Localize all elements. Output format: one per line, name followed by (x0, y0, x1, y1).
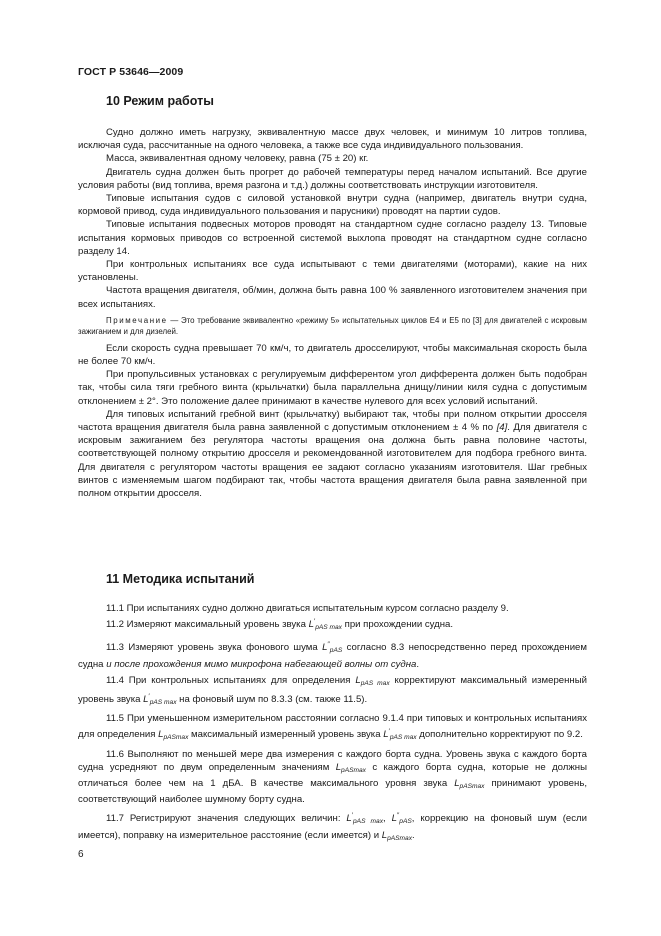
symbol: L (391, 813, 397, 825)
symbol: L (355, 674, 361, 686)
text-run: принимают уровень, соответствующий наиболее шумному борту судна. (78, 778, 587, 806)
reference-link[interactable]: [4] (496, 422, 508, 434)
text-run: Для типовых испытаний гребной винт (крыльчатку) выбирают так, чтобы при полном открытии дросселя частота вращения двигателя была равна заявленной с допустимым отклонением ± 4 % по (78, 408, 587, 434)
paragraph (78, 408, 587, 500)
paragraph: Частота вращения двигателя, об/мин, должна быть равна 100 % заявленного изготовителем значения при всех испытаниях. (78, 285, 587, 310)
symbol-prime: ′ (351, 812, 354, 820)
paragraph: Двигатель судна должен быть прогрет до рабочей температуры перед началом испытаний. Все другие условия работы (вид топлива, время разгона и т.д.) должны соответствовать инструкции изготовителя. (78, 166, 587, 191)
paragraph (78, 638, 587, 670)
text-run: с каждого борта судна, которые не должны отличаться более чем на 1 дБА. В качестве максимального уровня звука (78, 761, 587, 790)
symbol-prime: ′ (148, 693, 150, 701)
text-run: при прохождении судна. (341, 619, 454, 631)
symbol-subscript: pAS max (389, 734, 417, 742)
symbol-prime: ″ (396, 812, 400, 820)
text-run: . (416, 658, 419, 670)
symbol-subscript: pAS max (315, 624, 342, 632)
paragraph: При контрольных испытаниях все суда испытывают с теми двигателями (моторами), какие на них установлены. (78, 259, 587, 284)
symbol: L (143, 694, 149, 706)
text-run: . Для двигателя с искровым зажиганием без регулятора частоты вращения она должна быть равна половине частоты, соответствующей полному открытию дросселя и рекомендованной изготовителем для подбора гребного винта. Для двигателя с регулятором частоты вращения ее задают согласно указаниям изготовителя. Шаг гребных винтов с изменяемым шагом подбирают так, чтобы частота вращения двигателя была равна заявленной при полном открытии дросселя. (78, 422, 588, 500)
symbol: L (454, 778, 460, 790)
note (78, 315, 587, 338)
symbol: L (381, 829, 388, 841)
text-run: 11.4 При контрольных испытаниях для определения (106, 674, 356, 686)
symbol: L (335, 761, 342, 773)
paragraph: 11.1 При испытаниях судно должно двигаться испытательным курсом согласно разделу 9. (106, 603, 509, 614)
text-run: корректируют максимальный измеренный уровень звука (78, 674, 587, 706)
text-run: и после прохождения мимо микрофона набегающей волны от судна (106, 658, 417, 670)
symbol-prime: ″ (327, 641, 330, 649)
paragraph (78, 674, 587, 709)
symbol-subscript: pAS (399, 818, 412, 826)
text-run: 11.7 Регистрируют значения следующих величин: (106, 813, 347, 825)
symbol-subscript: pAS max (360, 679, 390, 687)
text-run: 11.5 При уменьшенном измерительном расстоянии согласно 9.1.4 при типовых и контрольных испытаниях для определения (78, 713, 587, 741)
symbol: L (322, 642, 328, 654)
paragraph: Если скорость судна превышает 70 км/ч, то двигатель дросселируют, чтобы максимальная скорость была не более 70 км/ч. (78, 342, 587, 368)
section-10 (78, 94, 587, 108)
symbol-prime: ′ (388, 728, 390, 736)
symbol-subscript: pASmax (163, 734, 189, 742)
section-title: 10 Режим работы (106, 94, 214, 108)
symbol-subscript: pASmax (387, 834, 413, 842)
section-11 (78, 572, 587, 586)
symbol-subscript: pAS (329, 647, 343, 655)
symbol: L (308, 619, 314, 631)
note-label: Примечание (106, 315, 168, 325)
symbol-subscript: pASmax (459, 783, 485, 791)
symbol: L (158, 729, 164, 741)
symbol-subscript: pASmax (341, 766, 366, 774)
symbol: L (346, 813, 352, 825)
paragraph: Типовые испытания подвесных моторов проводят на стандартном судне согласно разделу 13. Типовые испытания кормовых приводов со встроенной системой выхлопа проводят на стандартном судне согласно разделу 14. (78, 219, 587, 257)
section-11-body (78, 602, 587, 845)
paragraph (78, 615, 587, 634)
symbol-subscript: pAS max (353, 818, 384, 826)
document-header: ГОСТ Р 53646—2009 (78, 66, 184, 78)
text-run: на фоновый шум по 8.3.3 (см. также 11.5). (176, 694, 368, 706)
text-run: . (412, 829, 415, 841)
symbol-subscript: pAS max (149, 699, 177, 707)
note-text: — Это требование эквивалентно «режиму 5» испытательных циклов Е4 и Е5 по [3] для двигателей с искровым зажиганием и для дизелей. (78, 315, 587, 337)
paragraph (78, 712, 587, 744)
page-number: 6 (78, 849, 84, 860)
section-10-body (78, 126, 587, 500)
symbol-prime: ′ (313, 618, 316, 626)
text-run: 11.2 Измеряют максимальный уровень звука (106, 619, 309, 631)
symbol: L (383, 729, 389, 741)
text-run: дополнительно корректируют по 9.2. (416, 729, 583, 741)
paragraph: При пропульсивных установках с регулируемым дифферентом угол дифферента должен быть подобран так, чтобы сила тяги гребного винта (крыльчатки) была параллельна днищу/линии киля судна с допустимым отклонением ± 2°. Это положение далее принимают в качестве нулевого для всех условий испытаний. (78, 369, 587, 407)
paragraph (78, 748, 587, 807)
text-run: 11.6 Выполняют по меньшей мере два измерения с каждого борта судна. Уровень звука с каждого борта судна усредняют по двум определенным значениям (78, 748, 587, 773)
text-run: максимальный измеренный уровень звука (188, 729, 384, 741)
paragraph (78, 809, 587, 844)
paragraph: Масса, эквивалентная одному человеку, равна (75 ± 20) кг. (106, 153, 369, 165)
paragraph: Судно должно иметь нагрузку, эквивалентную массе двух человек, и минимум 10 литров топлива, исключая суда, рассчитанные на одного человека, а также все суда индивидуального пользования. (78, 127, 587, 152)
paragraph: Типовые испытания судов с силовой установкой внутри судна (например, двигатель внутри судна, кормовой привод, суда индивидуального пользования и парусники) проводят на партии судов. (78, 193, 587, 218)
text-run: , (383, 813, 392, 825)
text-run: , коррекцию на фоновый шум (если имеется), поправку на измерительное расстояние (если имеется) и (78, 813, 587, 841)
section-title: 11 Методика испытаний (106, 572, 255, 586)
text-run: согласно 8.3 непосредственно перед прохождением судна (78, 642, 587, 670)
text-run: 11.3 Измеряют уровень звука фонового шума (106, 642, 323, 654)
